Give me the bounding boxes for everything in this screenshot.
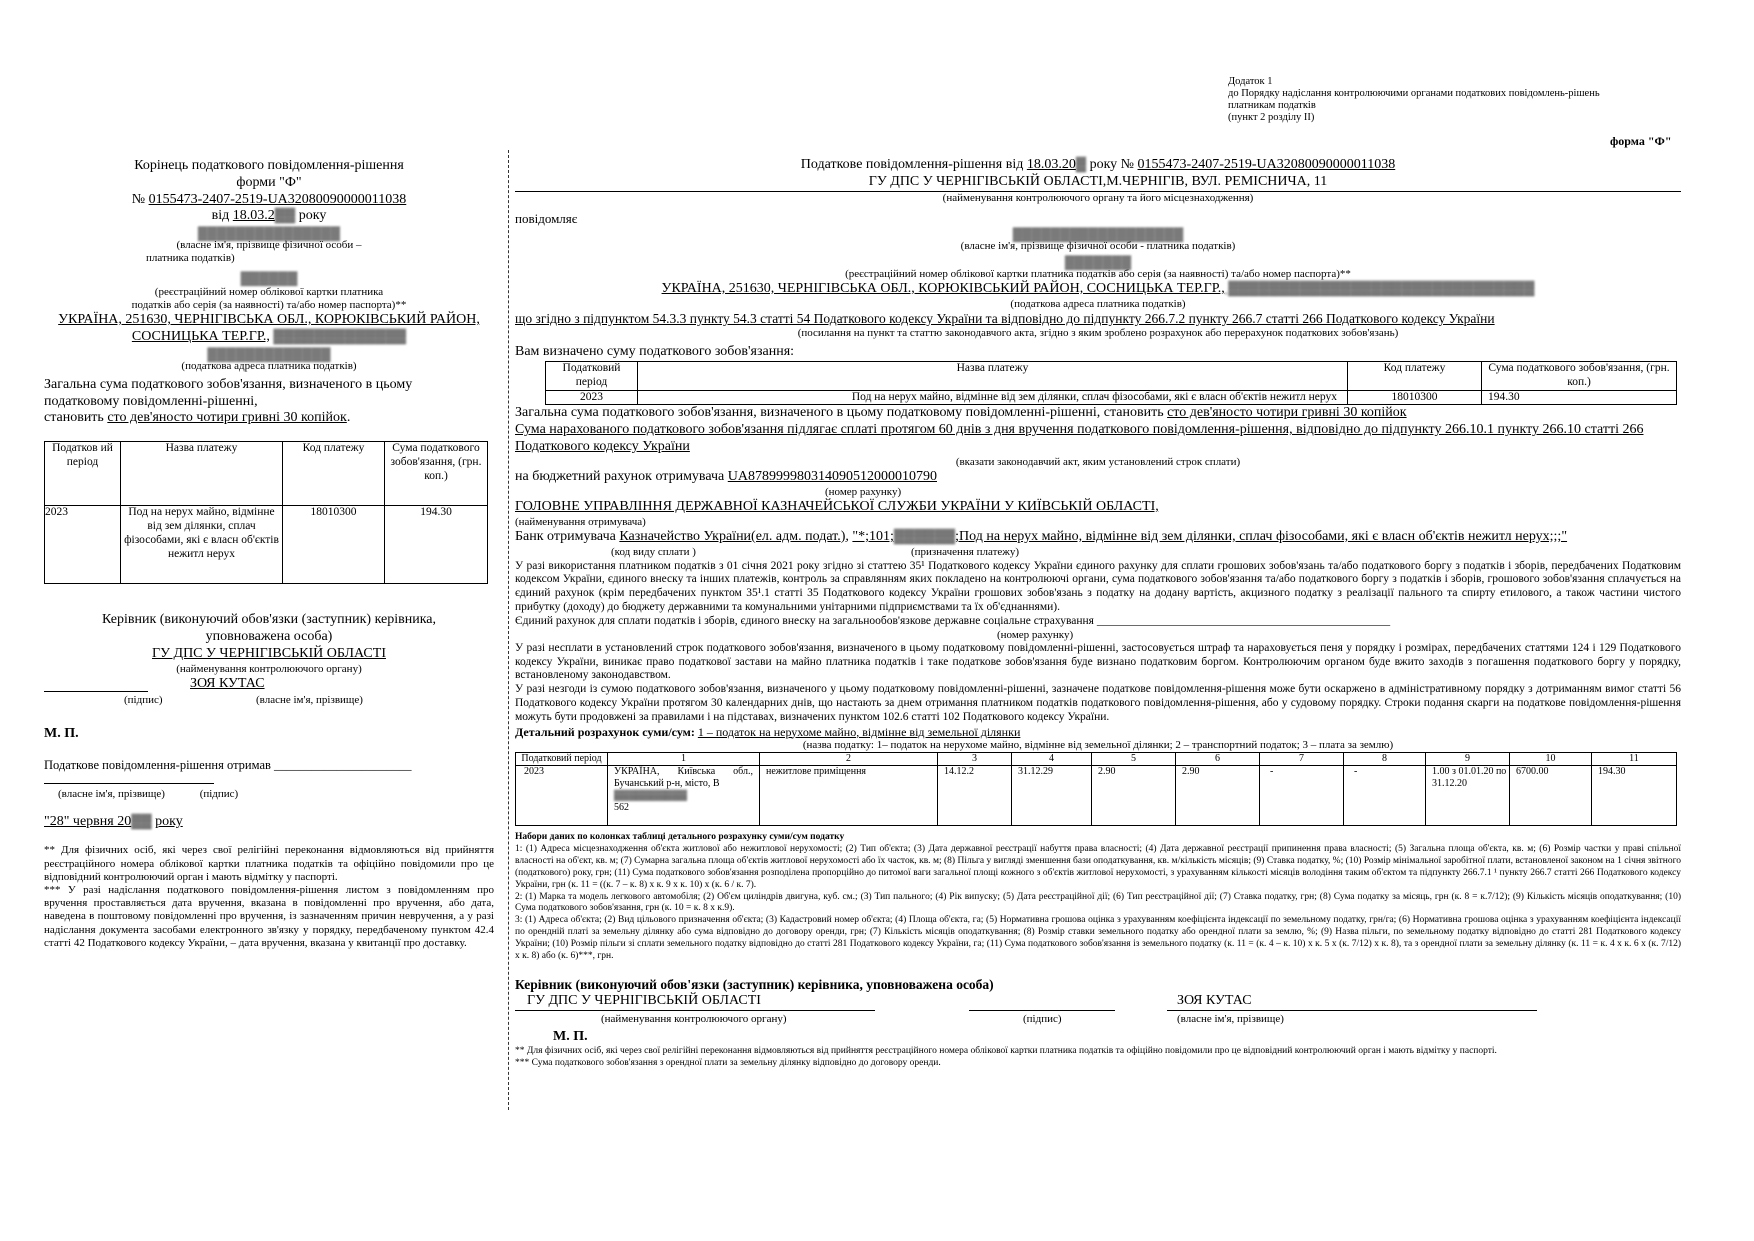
redacted-text: ▓▓▓▓▓▓▓▓▓▓▓▓▓ bbox=[269, 328, 407, 344]
table-cell: 18010300 bbox=[283, 506, 385, 584]
table-header: Назва платежу bbox=[121, 442, 283, 506]
stub-address2: СОСНИЦЬКА ТЕР.ГР., bbox=[131, 328, 270, 344]
stub-reg-note2: податків або серія (за наявності) та/або номер паспорта)** bbox=[131, 298, 407, 311]
main-single-acc-line: Єдиний рахунок для сплати податків і зборів, єдиного внеску на загальнообов'язкове державне соціальне страхування ___________________________________________________ bbox=[515, 614, 1391, 627]
annex-line4: (пункт 2 розділу II) bbox=[1228, 112, 1315, 124]
main-account: UA878999980314090512000010790 bbox=[727, 468, 937, 484]
stub-name-note1: (власне ім'я, прізвище фізичної особи – bbox=[176, 239, 362, 252]
table-cell: 14.12.2 bbox=[938, 766, 1012, 826]
table-header: Код платежу bbox=[1348, 361, 1482, 390]
main-detail-note: (назва податку: 1– податок на нерухоме майно, відмінне від земельної ділянки; 2 – транспортний податок; 3 – плата за землю) bbox=[802, 738, 1394, 751]
table-header-row bbox=[45, 442, 488, 506]
redacted-reg-number: ▓▓▓▓▓▓▓ bbox=[1064, 253, 1132, 269]
table-cell-text: 562 bbox=[614, 802, 629, 814]
stub-recv-sign-note: (підпис) bbox=[199, 788, 239, 801]
table-cell: 6700.00 bbox=[1510, 766, 1592, 826]
stub-recv-notes bbox=[44, 788, 494, 801]
main-p3: У разі незгоди із сумою податкового зобов'язання, визначеного у цьому податковому повідомленні-рішенні, зазначене податкове повідомлення-рішення може бути оскаржено в адміністративному порядку з дотриманням вимог статті 56 Податкового кодексу України протягом 30 календарних днів, що настають за днем отримання платником податків податкового повідомлення-рішення, або у судовому порядку. Строки подання скарги на податкове повідомлення-рішення можуть бути продовжені за правилами і на підставах, визначених пунктом 102.6 статті 102 Податкового кодексу України. bbox=[515, 683, 1681, 723]
main-name-note: (власне ім'я, прізвище) bbox=[1177, 1012, 1284, 1025]
annex-header bbox=[1228, 76, 1648, 124]
main-total-prefix: Загальна сума податкового зобов'язання, визначеного в цьому податковому повідомленні-рішенні, становить bbox=[515, 405, 1164, 421]
signature-line bbox=[969, 1010, 1115, 1011]
main-notice bbox=[515, 157, 1681, 1070]
table-row bbox=[546, 390, 1677, 405]
stub-recv-name-note: (власне ім'я, прізвище) bbox=[58, 788, 165, 801]
stub-name-note: (власне ім'я, прізвище) bbox=[256, 693, 363, 706]
stub-address1: УКРАЇНА, 251630, ЧЕРНІГІВСЬКА ОБЛ., КОРЮКІВСЬКИЙ РАЙОН, bbox=[58, 311, 480, 327]
main-recipient-note: (найменування отримувача) bbox=[515, 515, 646, 528]
stub-mp: М. П. bbox=[44, 725, 79, 741]
main-basis-note: (посилання на пункт та статтю законодавчого акта, згідно з яким зроблено розрахунок або перерахунок податкових зобов'язань) bbox=[797, 326, 1399, 339]
redacted-payer-name: ▓▓▓▓▓▓▓▓▓▓▓▓▓▓▓▓▓▓ bbox=[1012, 226, 1184, 242]
stub-date-prefix: від bbox=[211, 208, 230, 224]
main-purpose-note: (призначення платежу) bbox=[911, 545, 1020, 558]
redacted-text: ▓▓▓▓▓▓▓▓▓▓▓▓▓▓▓▓▓▓▓▓▓▓▓▓▓▓▓▓▓▓ bbox=[1224, 280, 1535, 296]
main-authority: ГУ ДПС У ЧЕРНІГІВСЬКІЙ ОБЛАСТІ,М.ЧЕРНІГІВ, ВУЛ. РЕМІСНИЧА, 11 bbox=[515, 174, 1681, 192]
stub-recv-date: "28" червня 20 bbox=[44, 813, 132, 829]
table-cell: 1.00 з 01.01.20 по 31.12.20 bbox=[1426, 766, 1510, 826]
table-header: 3 bbox=[938, 753, 1012, 766]
main-footnote1: ** Для фізичних осіб, які через свої релігійні переконання відмовляються від прийняття реєстраційного номера облікової картки платника податків та офіційно повідомили про це відповідний контролюючий орган і мають відмітку у паспорті. bbox=[515, 1045, 1497, 1056]
stub-address2-line bbox=[44, 329, 494, 346]
stub-recv-date-suffix: року bbox=[155, 813, 183, 829]
main-assessed: Вам визначено суму податкового зобов'язання: bbox=[515, 344, 795, 360]
stub-received-line: Податкове повідомлення-рішення отримав ______________________ bbox=[44, 758, 412, 773]
main-title-prefix: Податкове повідомлення-рішення від bbox=[800, 157, 1024, 172]
main-account-prefix: на бюджетний рахунок отримувача bbox=[515, 468, 725, 484]
main-total-line bbox=[515, 405, 1681, 422]
stub-org-note: (найменування контролюючого органу) bbox=[176, 662, 362, 675]
stub-reg-note1: (реєстраційний номер облікової картки платника bbox=[154, 285, 384, 298]
stub bbox=[44, 158, 494, 950]
stub-total1: Загальна сума податкового зобов'язання, визначеного в цьому bbox=[44, 376, 413, 392]
main-title-mid: року № bbox=[1089, 157, 1135, 172]
stub-name-note2: платника податків) bbox=[146, 252, 235, 265]
table-row bbox=[45, 506, 488, 584]
table-cell: Под на нерух майно, відмінне від зем ділянки, сплач фізособами, які є власн об'єктів нежитл нерух bbox=[638, 390, 1348, 405]
stub-sign-note: (підпис) bbox=[124, 693, 163, 706]
stub-footnote1: ** Для фізичних осіб, які через свої релігійні переконання відмовляються від прийняття реєстраційного номера облікової картки платника податків та офіційно повідомили про це відповідний контролюючий орган і мають відмітку у паспорті. bbox=[44, 844, 494, 883]
form-label: форма "Ф" bbox=[1610, 134, 1672, 148]
table-header: 10 bbox=[1510, 753, 1592, 766]
main-notifies: повідомляє bbox=[515, 210, 578, 226]
set-1: 1: (1) Адреса місцезнаходження об'єкта житлової або нежитлової нерухомості; (2) Тип об'єкта; (3) Дата державної реєстрації набуття права власності; (4) Дата державної реєстрації припинення права власності; (5) Загальна площа об'єкта, кв. м; (6) Розмір частки у праві спільної власності на об'єкт, кв. м; (7) Сумарна загальна площа об'єктів житлової нерухомості або їх часток, кв. м; (8) Пільга у вигляді зменшення бази оподаткування, кв. м/кількість місяців; (9) Ставка податку, %; (10) Розмір мінімальної заробітної плати, встановленої законом на 1 січня звітного (податкового) року, грн; (11) Сума податкового зобов'язання розподілена пропорційно до питомої ваги загальної площі кожного з об'єктів житлової нерухомості, з урахуванням кількості місяців володіння таким об'єктом та підпункту 266.7.1 ¹ пункту 266.7 статті 266 Податкового кодексу України, грн (к. 11 = ((к. 7 – к. 8) х к. 9 х к. 10) х (к. 6 / к. 7). bbox=[515, 844, 1681, 890]
main-single-acc: Єдиний рахунок для сплати податків і зборів, єдиного внеску на загальнообов'язкове державне соціальне страхування bbox=[515, 614, 1094, 627]
table-cell-address bbox=[608, 766, 760, 826]
stub-total2: податковому повідомленні-рішенні, bbox=[44, 393, 258, 409]
table-cell: 194.30 bbox=[1592, 766, 1677, 826]
recv-line bbox=[44, 783, 214, 784]
main-address-line bbox=[515, 281, 1681, 298]
main-detail-line bbox=[515, 725, 1681, 739]
set-2: 2: (1) Марка та модель легкового автомобіля; (2) Об'єм циліндрів двигуна, куб. см.; (3) Тип пального; (4) Рік випуску; (5) Дата реєстраційної дії; (6) Тип реєстраційної дії; (7) Ставка податку, грн; (8) Сума податку за місяць, грн (к. 8 = к.7/12); (9) Кількість місяців оподаткування; (10) Сума податкового зобов'язання, грн (к. 10 = к. 8 х к.9). bbox=[515, 891, 1681, 914]
main-payer-note: (власне ім'я, прізвище фізичної особи - платника податків) bbox=[960, 240, 1236, 253]
table-header: Податковий період bbox=[516, 753, 608, 766]
main-detail-label: Детальний розрахунок суми/сум: bbox=[515, 724, 695, 739]
main-table bbox=[545, 361, 1677, 405]
main-authority-note: (найменування контролюючого органу та його місцезнаходження) bbox=[942, 191, 1254, 204]
stub-total-prefix: становить bbox=[44, 410, 104, 426]
stub-head-name: ЗОЯ КУТАС bbox=[190, 675, 265, 691]
main-bank-notes bbox=[515, 546, 1681, 560]
main-title-number: 0155473-2407-2519-UA32080090000011038 bbox=[1137, 157, 1396, 172]
main-footnote2: *** Сума податкового зобов'язання з орендної плати за земельну ділянку відповідно до договору оренди. bbox=[515, 1057, 941, 1068]
stub-title1: Корінець податкового повідомлення-рішення bbox=[134, 158, 404, 173]
main-bank: Казначейство України(ел. адм. подат.) bbox=[619, 528, 846, 544]
stub-footnote2: *** У разі надіслання податкового повідомлення-рішення листом з повідомленням про вручення проставляється дата вручення, вказана в повідомленні про вручення, або дата, наведена в поштовому повідомленні про вручення, із зазначенням причин невручення, а у разі надіслання документа засобами електронного зв'язку у порядку, передбаченому пунктом 42.4 статті 42 Податкового кодексу України, – дата вручення, вказана у квитанції про доставку. bbox=[44, 884, 494, 949]
main-pay-term: Сума нарахованого податкового зобов'язання підлягає сплаті протягом 60 днів з дня вручення податкового повідомлення-рішення, відповідно до підпункту 266.10.1 пункту 266.10 статті 266 Податкового кодексу України bbox=[515, 422, 1644, 454]
stub-recv-date-line bbox=[44, 814, 494, 831]
table-cell: 2023 bbox=[45, 506, 121, 584]
stub-date-line bbox=[44, 208, 494, 225]
main-purpose-tail: ;Под на нерух майно, відмінне від зем ділянки, сплач фізособами, які є власн об'єктів нежитл нерух;;;" bbox=[955, 528, 1568, 544]
table-row bbox=[516, 766, 1677, 826]
table-header: 6 bbox=[1176, 753, 1260, 766]
main-p2: У разі несплати в установлений строк податкового зобов'язання, визначеного в цьому податковому повідомленні-рішенні, застосовується штраф та нараховується пеня у порядку і розмірах, передбачених статтями 124 і 129 Податкового кодексу України, виникає право податкової застави на майно платника податків і таке податкове зобов'язання буде визнано податковим боргом. Контролюючим органом буде вжито заходів з погашення податкового боргу у порядку, встановленому законодавством. bbox=[515, 641, 1681, 682]
table-header: Код платежу bbox=[283, 442, 385, 506]
main-detail-value: 1 – податок на нерухоме майно, відмінне від земельної ділянки bbox=[697, 724, 1021, 739]
main-account-note: (номер рахунку) bbox=[825, 485, 902, 498]
stub-total3: становить сто дев'яносто чотири гривні 30 копійок. bbox=[44, 410, 351, 426]
stub-number-prefix: № bbox=[131, 191, 146, 207]
table-cell: 2023 bbox=[516, 766, 608, 826]
main-basis: що згідно з підпунктом 54.3.3 пункту 54.3 статті 54 Податкового кодексу України та відповідно до підпункту 266.7.2 пункту 266.7 статті 266 Податкового кодексу України bbox=[515, 310, 1495, 326]
table-cell: Под на нерух майно, відмінне від зем ділянки, сплач фізособами, які є власн об'єктів нежитл нерух bbox=[121, 506, 283, 584]
stub-date-suffix: року bbox=[298, 208, 327, 224]
main-recipient: ГОЛОВНЕ УПРАВЛІННЯ ДЕРЖАВНОЇ КАЗНАЧЕЙСЬКОЇ СЛУЖБИ УКРАЇНИ У КИЇВСЬКІЙ ОБЛАСТІ, bbox=[515, 498, 1159, 514]
table-cell: нежитлове приміщення bbox=[760, 766, 938, 826]
main-head: Керівник (виконуючий обов'язки (заступник) керівника, уповноважена особа) bbox=[515, 976, 994, 992]
table-header: Сума податкового зобов'язання, (грн. коп.) bbox=[1482, 361, 1677, 390]
table-header: Податков ий період bbox=[45, 442, 121, 506]
table-header: 4 bbox=[1012, 753, 1092, 766]
table-header-row bbox=[546, 361, 1677, 390]
main-sign-block bbox=[515, 993, 1681, 1029]
main-bank-prefix: Банк отримувача bbox=[515, 528, 616, 544]
stub-table bbox=[44, 441, 488, 584]
redacted-payer-name: ▓▓▓▓▓▓▓▓▓▓▓▓▓▓▓ bbox=[197, 225, 341, 241]
annex-line2: до Порядку надіслання контролюючими органами податкових повідомлень-рішень bbox=[1228, 88, 1600, 100]
table-cell: - bbox=[1260, 766, 1344, 826]
main-title bbox=[515, 157, 1681, 174]
stub-head1: Керівник (виконуючий обов'язки (заступник) керівника, bbox=[101, 612, 437, 628]
main-address: УКРАЇНА, 251630, ЧЕРНІГІВСЬКА ОБЛ., КОРЮКІВСЬКИЙ РАЙОН, СОСНИЦЬКА ТЕР.ГР., bbox=[661, 280, 1225, 296]
table-header: Сума податкового зобов'язання, (грн. коп.) bbox=[385, 442, 488, 506]
stub-number-line bbox=[44, 192, 494, 209]
table-cell: 18010300 bbox=[1348, 390, 1482, 405]
main-single-acc-note: (номер рахунку) bbox=[997, 628, 1074, 641]
redacted-text: ▓ bbox=[1075, 157, 1087, 172]
table-cell: 194.30 bbox=[385, 506, 488, 584]
main-address-note: (податкова адреса платника податків) bbox=[1010, 297, 1186, 310]
sets-title: Набори даних по колонках таблиці детального розрахунку суми/сум податку bbox=[515, 832, 845, 843]
main-pay-term-note: (вказати законодавчий акт, яким установлений строк сплати) bbox=[955, 455, 1241, 468]
table-cell: 2.90 bbox=[1176, 766, 1260, 826]
table-header: 11 bbox=[1592, 753, 1677, 766]
redacted-address: ▓▓▓▓▓▓▓▓▓▓▓▓▓ bbox=[207, 345, 331, 361]
table-cell-text: УКРАЇНА, Київська обл., Бучанський р-н, місто, В bbox=[614, 766, 753, 790]
redacted-text: ▓▓▓▓▓▓ bbox=[893, 528, 956, 544]
redacted-text: ▓▓▓▓▓▓▓▓▓▓ bbox=[614, 790, 687, 802]
redacted-text: ▓▓ bbox=[131, 813, 152, 829]
main-account-line bbox=[515, 469, 1681, 486]
main-p1: У разі використання платником податків з 01 січня 2021 року згідно зі статтею 35¹ Податкового кодексу України єдиного рахунку для сплати грошових зобов'язань та/або податкового боргу з податків і зборів, передбачених Податковим кодексом України, єдиного внеску та інших платежів, контроль за справлянням яких покладено на контролюючі органи, сума податкового зобов'язання та/або податкового боргу з податків і зборів, грошового зобов'язання сплачується на єдиний рахунок (крім передбачених пунктом 35¹.1 статті 35 Податкового кодексу України грошових зобов'язань з податку на додану вартість, акцизного податку з реалізації пального та спирту етилового, а також частини чистого прибутку (доходу) до бюджету державними та комунальними унітарними підприємствами та їх об'єднаннями). bbox=[515, 559, 1681, 614]
table-header: 2 bbox=[760, 753, 938, 766]
main-sign-note: (підпис) bbox=[1023, 1012, 1062, 1025]
stub-title2: форми "Ф" bbox=[236, 174, 302, 190]
signature-line bbox=[44, 691, 148, 692]
table-header: 7 bbox=[1260, 753, 1344, 766]
redacted-reg-number: ▓▓▓▓▓▓ bbox=[240, 269, 298, 285]
main-org-note: (найменування контролюючого органу) bbox=[601, 1012, 787, 1025]
table-cell: 2023 bbox=[546, 390, 638, 405]
detail-table bbox=[515, 752, 1677, 826]
main-bank-line: Банк отримувача Казначейство України(ел. адм. подат.), "*;101;▓▓▓▓▓▓;Под на нерух майно, відмінне від зем ділянки, сплач фізособами, які є власн об'єктів нежитл нерух;;;" bbox=[515, 528, 1568, 544]
redacted-text: ▓▓ bbox=[274, 208, 296, 224]
set-3: 3: (1) Адреса об'єкта; (2) Вид цільового призначення об'єкта; (3) Кадастровий номер об'єкта; (4) Площа об'єкта, га; (5) Нормативна грошова оцінка з урахуванням коефіцієнта індексації по земельному податку, грн/га; (6) Нормативна грошова оцінка з урахуванням коефіцієнта індексації по орендній платі за земельну ділянку або сума відповідно до договору оренди, грн; (7) Кількість місяців оподаткування; (8) Розмір ставки земельного податку або орендної плати за землю, %; (9) Назва пільги, по земельному податку відповідно до статті 281 Податкового кодексу України; (10) Розмір пільги зі сплати земельного податку відповідно до статті 281 Податкового кодексу України, га; (11) Сума податкового зобов'язання із земельного податку (к. 11 = (к. 4 – к. 10) х к. 5 х (к. 7/12) х к. 8), та з орендної плати за земельну ділянку (к. 11 = к. 4 х к. 6 х (к. 7/12) х к. 8) або (к. 6)***, грн. bbox=[515, 915, 1681, 961]
stub-sign-block bbox=[44, 676, 494, 708]
table-cell: 2.90 bbox=[1092, 766, 1176, 826]
table-header: Податковий період bbox=[546, 361, 638, 390]
table-header: 8 bbox=[1344, 753, 1426, 766]
table-cell: - bbox=[1344, 766, 1426, 826]
stub-date: 18.03.2 bbox=[232, 208, 275, 224]
annex-line3: платникам податків bbox=[1228, 100, 1316, 112]
stub-head2: уповноважена особа) bbox=[205, 628, 333, 644]
main-head-name: ЗОЯ КУТАС bbox=[1167, 993, 1537, 1011]
stub-received: Податкове повідомлення-рішення отримав bbox=[44, 758, 271, 773]
main-mp: М. П. bbox=[553, 1028, 588, 1044]
main-reg-note: (реєстраційний номер облікової картки платника податків або серія (за наявності) та/або номер паспорта)** bbox=[845, 267, 1351, 280]
main-org: ГУ ДПС У ЧЕРНІГІВСЬКІЙ ОБЛАСТІ bbox=[515, 993, 875, 1011]
stub-total-value: сто дев'яносто чотири гривні 30 копійок bbox=[107, 410, 347, 426]
table-header: 5 bbox=[1092, 753, 1176, 766]
main-total-value: сто дев'яносто чотири гривні 30 копійок bbox=[1167, 405, 1407, 421]
table-header: 9 bbox=[1426, 753, 1510, 766]
stub-org: ГУ ДПС У ЧЕРНІГІВСЬКІЙ ОБЛАСТІ bbox=[152, 645, 386, 661]
stub-address-note: (податкова адреса платника податків) bbox=[181, 359, 357, 372]
table-header-row bbox=[516, 753, 1677, 766]
cut-line bbox=[508, 150, 509, 1110]
table-cell: 31.12.29 bbox=[1012, 766, 1092, 826]
main-purpose: "*;101; bbox=[852, 528, 894, 544]
stub-number: 0155473-2407-2519-UA32080090000011038 bbox=[148, 191, 407, 207]
table-cell: 194.30 bbox=[1482, 390, 1677, 405]
main-title-date: 18.03.20 bbox=[1026, 157, 1076, 172]
annex-line1: Додаток 1 bbox=[1228, 76, 1273, 87]
main-kind-note: (код виду сплати ) bbox=[611, 545, 696, 558]
table-header: Назва платежу bbox=[638, 361, 1348, 390]
table-header: 1 bbox=[608, 753, 760, 766]
